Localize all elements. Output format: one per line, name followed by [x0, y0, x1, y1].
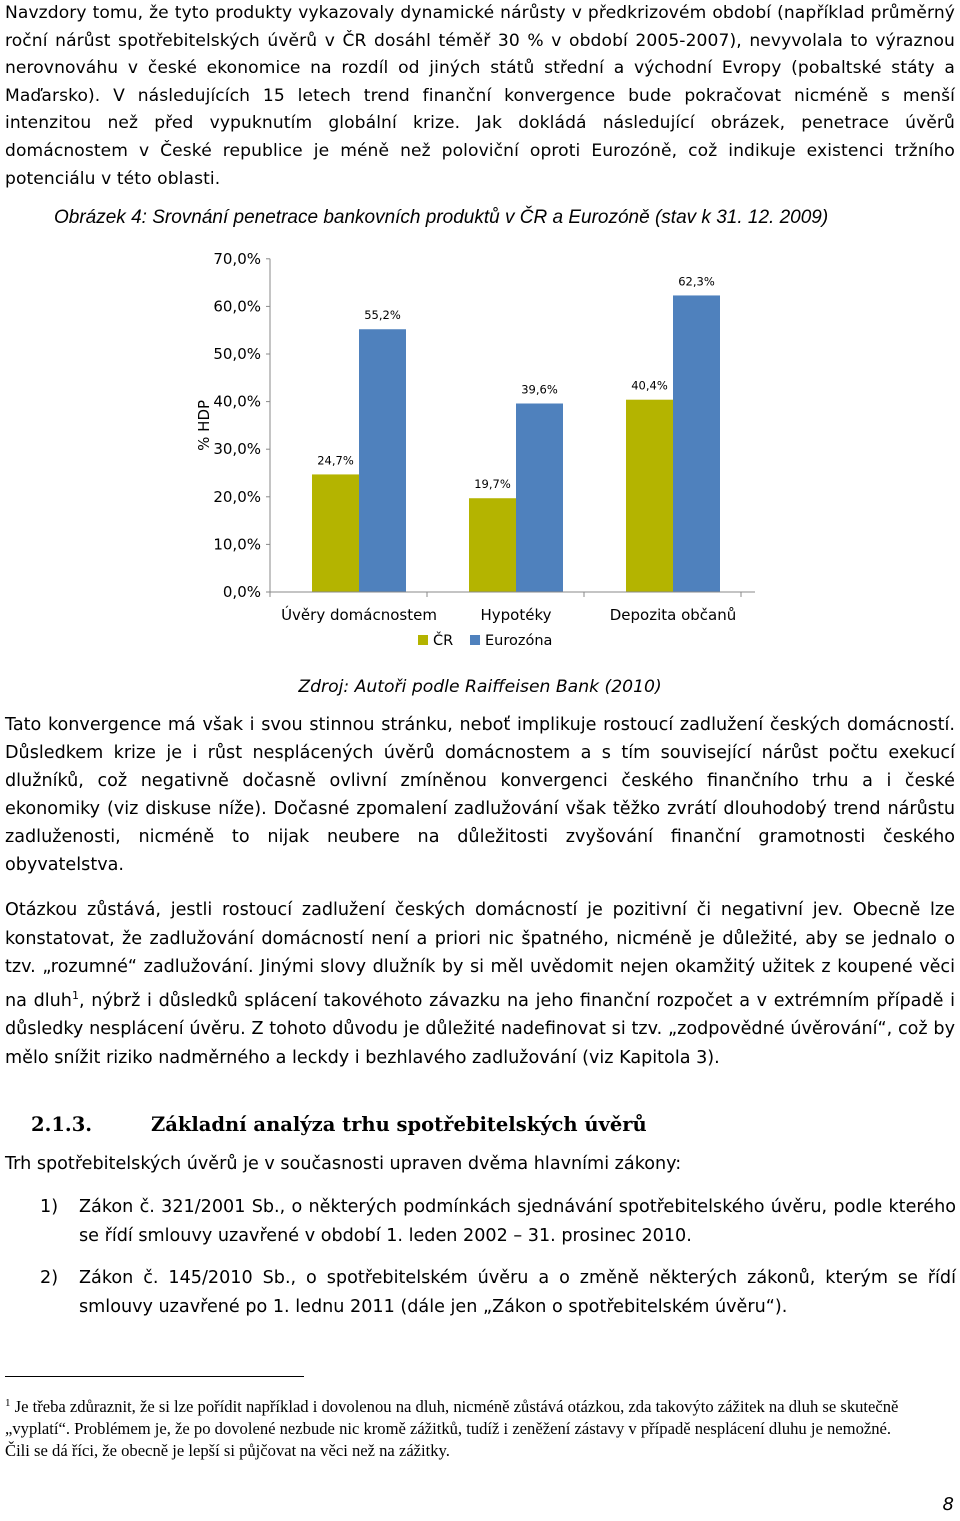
- y-tick-label: 10,0%: [213, 535, 261, 554]
- page-number: 8: [942, 1494, 954, 1515]
- data-label: 40,4%: [631, 378, 668, 393]
- y-tick-label: 30,0%: [213, 440, 261, 459]
- bar-cr: [626, 400, 673, 592]
- legend-swatch: [418, 635, 428, 645]
- bar-chart: [180, 240, 780, 660]
- bar-eurozone: [516, 404, 563, 592]
- data-label: 24,7%: [317, 453, 354, 468]
- figure-caption: Obrázek 4: Srovnání penetrace bankovních produktů v ČR a Eurozóně (stav k 31. 12. 2009): [54, 207, 829, 228]
- data-label: 62,3%: [678, 274, 715, 289]
- section-heading: [31, 1113, 647, 1136]
- footnote: [5, 1392, 905, 1463]
- y-axis-label: % HDP: [195, 399, 213, 451]
- legend-entry: ČR: [433, 633, 454, 649]
- paragraph-text-a: Otázkou zůstává, jestli rostoucí zadlužení českých domácností je pozitivní či negativní jev. Obecně lze konstatovat, že zadlužování domácností není a priori nic špatného, nicméně je důležité, aby se jednalo o tzv. „rozumné“ zadlužování. Jinými slovy dlužník by si měl uvědomit nejen okamžitý užitek z koupené věci na dluh: [5, 900, 955, 1011]
- paragraph-convergence: Tato konvergence má však i svou stinnou stránku, neboť implikuje rostoucí zadlužení českých domácností. Důsledkem krize je i růst nesplácených úvěrů domácnostem a s tím související nárůst počtu exekucí dlužníků, což negativně dočasně ovlivní zmíněnou konvergenci českého finančního trhu a i české ekonomiky (viz diskuse níže). Dočasné zpomalení zadlužování však těžko zvrátí dlouhodobý trend nárůstu zadluženosti, nicméně to nijak neubere na důležitosti zvyšování finanční gramotnosti českého obyvatelstva.: [5, 715, 955, 875]
- bar-eurozone: [673, 295, 720, 592]
- data-label: 39,6%: [521, 382, 558, 397]
- figure-source: Zdroj: Autoři podle Raiffeisen Bank (2010): [298, 677, 662, 697]
- section-number: 2.1.3.: [31, 1113, 93, 1136]
- list-item-law-1: [40, 1193, 956, 1250]
- y-tick-label: 0,0%: [222, 583, 261, 601]
- list-number: 2): [40, 1268, 59, 1288]
- bar-cr: [312, 474, 359, 592]
- y-tick-label: 50,0%: [213, 345, 261, 363]
- footnote-divider: [5, 1376, 304, 1377]
- laws-intro: Trh spotřebitelských úvěrů je v současnosti upraven dvěma hlavními zákony:: [5, 1154, 682, 1174]
- paragraph-text-b: , nýbrž i důsledků splácení takovéhoto závazku na jeho finanční rozpočet a v extrémním případě i důsledky nesplácení úvěru. Z tohoto důvodu je důležité nadefinovat si tzv. „zodpovědné úvěrování“, což by mělo snížit riziko nadměrného a leckdy i bezhlavého zadlužování (viz Kapitola 3).: [5, 990, 955, 1068]
- section-title: Základní analýza trhu spotřebitelských úvěrů: [151, 1113, 647, 1136]
- y-tick-label: 70,0%: [213, 249, 261, 268]
- list-number: 1): [40, 1197, 59, 1217]
- data-label: 55,2%: [364, 308, 401, 323]
- paragraph-responsible-lending: [5, 896, 955, 1073]
- list-item-law-2: [40, 1264, 956, 1321]
- bar-eurozone: [359, 329, 406, 592]
- paragraph-intro: Navzdory tomu, že tyto produkty vykazovaly dynamické nárůsty v předkrizovém období (například průměrný roční nárůst spotřebitelských úvěrů v ČR dosáhl téměř 30 % v období 2005-2007), nevyvolala to výraznou nerovnováhu v české ekonomice na rozdíl od jiných států střední a východní Evropy (pobaltské státy a Maďarsko). V následujících 15 letech trend finanční konvergence bude pokračovat nicméně s menší intenzitou než před vypuknutím globální krize. Jak dokládá následující obrázek, penetrace úvěrů domácnostem v České republice je méně než poloviční oproti Eurozóně, což indikuje existenci tržního potenciálu v této oblasti.: [5, 3, 955, 189]
- list-item-text: Zákon č. 145/2010 Sb., o spotřebitelském úvěru a o změně některých zákonů, kterým se řídí smlouvy uzavřené po 1. lednu 2011 (dále jen „Zákon o spotřebitelském úvěru“).: [79, 1268, 956, 1317]
- legend-entry: Eurozóna: [485, 633, 553, 649]
- x-tick-label: Depozita občanů: [609, 606, 737, 624]
- footnote-reference[interactable]: 1: [71, 988, 79, 1002]
- footnote-mark: 1: [5, 1397, 11, 1409]
- y-tick-label: 40,0%: [213, 392, 261, 411]
- footnote-text: Je třeba zdůraznit, že si lze pořídit například i dovolenou na dluh, nicméně zůstává otázkou, zda takovýto zážitek na dluh se skutečně „vyplatí“. Problémem je, že po dovolené nezbude nic kromě zážitků, tudíž i zeněžení zástavy v případě nesplácení dluhu je nemožné. Čili se dá říci, že obecně je lepší si půjčovat na věci než na zážitky.: [5, 1397, 899, 1461]
- list-item-text: Zákon č. 321/2001 Sb., o některých podmínkách sjednávání spotřebitelského úvěru, podle kterého se řídí smlouvy uzavřené v období 1. leden 2002 – 31. prosinec 2010.: [79, 1197, 956, 1246]
- x-tick-label: Úvěry domácnostem: [281, 606, 437, 624]
- data-label: 19,7%: [474, 477, 511, 492]
- y-tick-label: 60,0%: [213, 297, 261, 316]
- bar-cr: [469, 498, 516, 592]
- y-tick-label: 20,0%: [213, 487, 261, 506]
- legend-swatch: [470, 635, 480, 645]
- x-tick-label: Hypotéky: [480, 606, 552, 624]
